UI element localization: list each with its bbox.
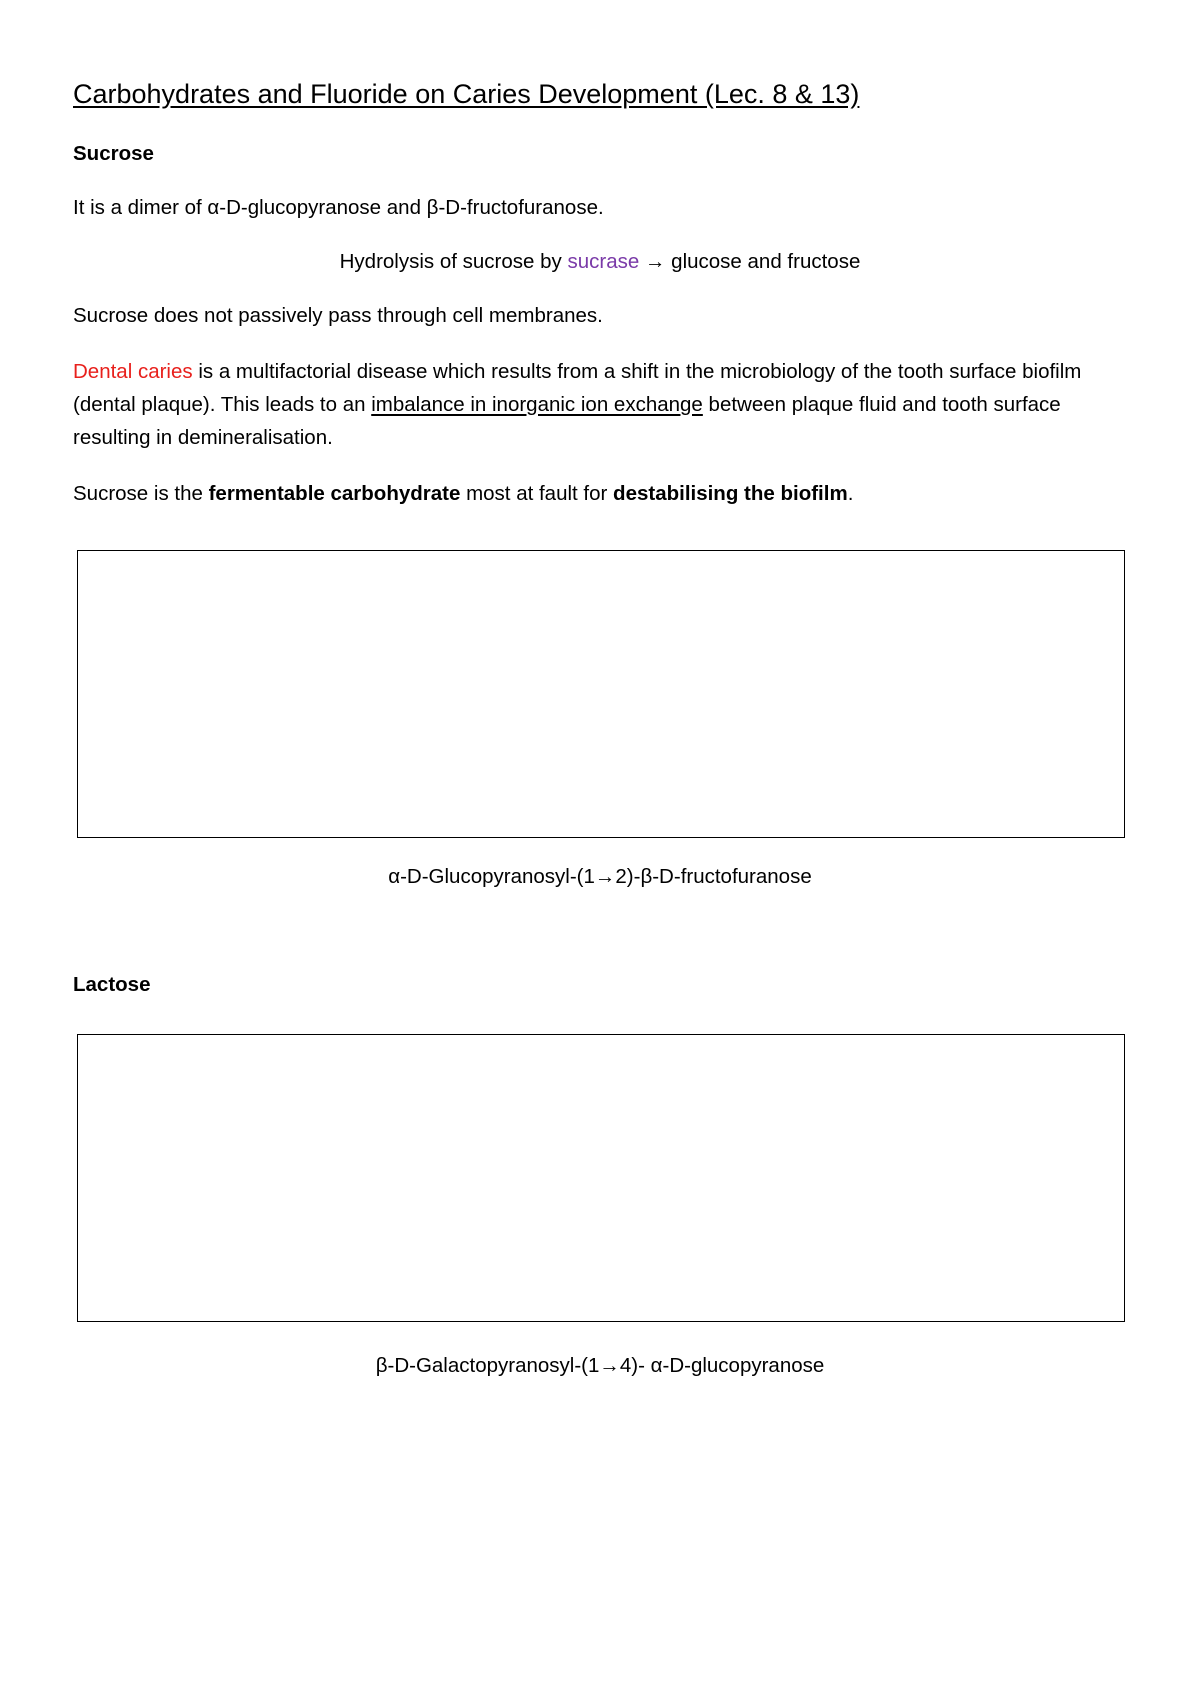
caries-term: Dental caries bbox=[73, 360, 193, 383]
caries-paragraph bbox=[73, 355, 1133, 454]
fault-bold-1: fermentable carbohydrate bbox=[208, 482, 461, 505]
hydrolysis-line bbox=[0, 250, 1200, 274]
arrow-icon: → bbox=[639, 250, 672, 273]
sucrose-dimer-text: It is a dimer of α-D-glucopyranose and β-D-fructofuranose. bbox=[73, 196, 604, 219]
sucrose-caption: α-D-Glucopyranosyl-(1→2)-β-D-fructofuranose bbox=[388, 865, 812, 888]
fault-text-1: Sucrose is the bbox=[73, 482, 209, 505]
enzyme-sucrase: sucrase bbox=[567, 250, 640, 273]
caries-text-2: between plaque fluid and tooth surface resulting in demineralisation. bbox=[73, 393, 1061, 449]
fault-bold-2: destabilising the biofilm bbox=[613, 482, 848, 505]
sucrose-heading: Sucrose bbox=[73, 142, 154, 165]
membrane-text: Sucrose does not passively pass through cell membranes. bbox=[73, 304, 603, 327]
fault-sentence bbox=[73, 482, 853, 506]
hydrolysis-prefix: Hydrolysis of sucrose by bbox=[339, 250, 568, 273]
caries-underlined: imbalance in inorganic ion exchange bbox=[371, 393, 703, 416]
lactose-heading: Lactose bbox=[73, 973, 151, 996]
document-title: Carbohydrates and Fluoride on Caries Development (Lec. 8 & 13) bbox=[73, 79, 860, 109]
fault-text-3: . bbox=[847, 482, 854, 505]
hydrolysis-products: glucose and fructose bbox=[671, 250, 861, 273]
lactose-structure-box bbox=[77, 1034, 1125, 1322]
fault-text-2: most at fault for bbox=[460, 482, 614, 505]
sucrose-structure-box bbox=[77, 550, 1125, 838]
lactose-caption: β-D-Galactopyranosyl-(1→4)- α-D-glucopyranose bbox=[375, 1354, 825, 1377]
caries-text-1: is a multifactorial disease which results from a shift in the microbiology of the tooth surface biofilm (dental plaque). This leads to an bbox=[73, 360, 1082, 416]
